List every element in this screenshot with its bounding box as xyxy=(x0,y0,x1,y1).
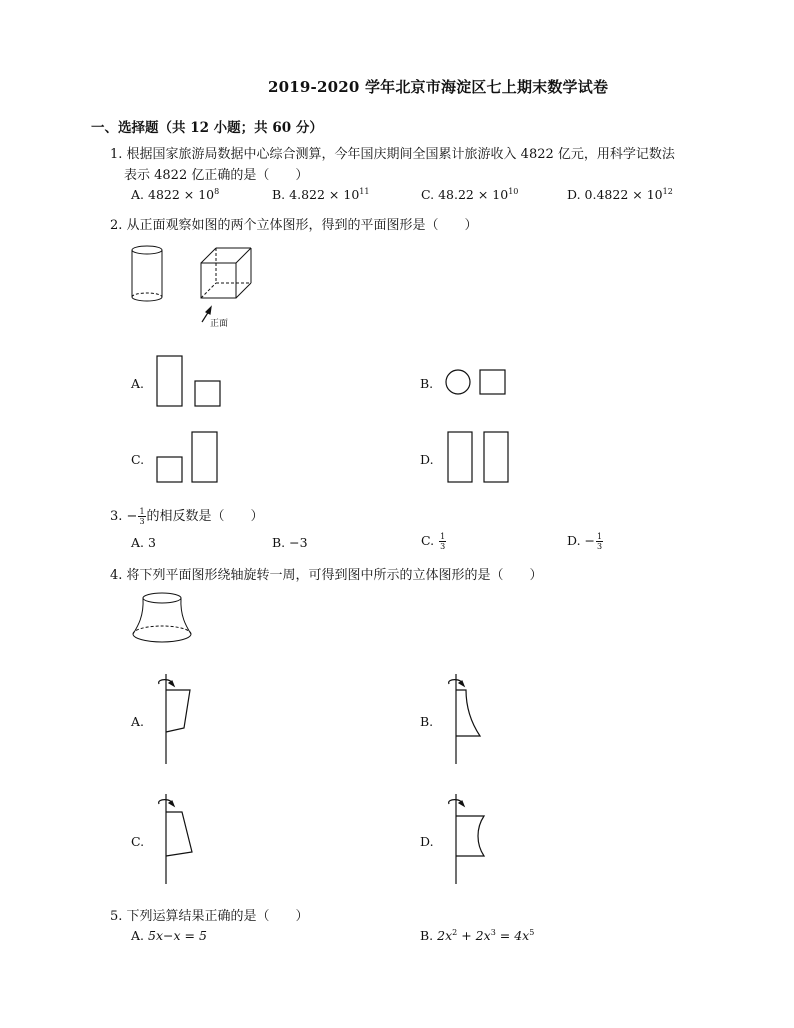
q2-option-d-figure[interactable] xyxy=(440,428,520,488)
q3-option-a[interactable]: A. 3 xyxy=(131,535,156,550)
fraction: $\frac{1}{3}$ xyxy=(440,532,446,551)
q3-option-c[interactable]: C. $\frac{1}{3}$ xyxy=(421,532,446,551)
revolution-solid-figure xyxy=(128,588,198,653)
q4-option-a-label[interactable]: A. xyxy=(131,714,145,729)
q4-option-d-label[interactable]: D. xyxy=(420,834,434,849)
q4-option-d-figure[interactable] xyxy=(442,792,492,887)
rotation-arrow-icon xyxy=(449,674,464,764)
q4-option-b-label[interactable]: B. xyxy=(420,714,434,729)
q3-option-d[interactable]: D. − $\frac{1}{3}$ xyxy=(567,532,603,551)
question-4-text: 4. 将下列平面图形绕轴旋转一周，可得到图中所示的立体图形的是（ ） xyxy=(110,568,543,583)
section-heading: 一、选择题（共 12 小题；共 60 分） xyxy=(91,120,323,136)
q4-option-b-figure[interactable] xyxy=(442,672,492,767)
rotation-arrow-icon xyxy=(159,794,174,884)
q4-option-a-figure[interactable] xyxy=(152,672,202,767)
question-1-line-2: 表示 4822 亿正确的是（ ） xyxy=(124,168,309,183)
q4-option-c-label[interactable]: C. xyxy=(131,834,145,849)
fraction: $\frac{1}{3}$ xyxy=(139,507,145,526)
rotation-arrow-icon xyxy=(159,674,174,764)
fraction: $\frac{1}{3}$ xyxy=(597,532,603,551)
solids-figure xyxy=(128,240,278,335)
cube-shape xyxy=(201,248,251,298)
question-2-text: 2. 从正面观察如图的两个立体图形，得到的平面图形是（ ） xyxy=(110,218,478,233)
q1-option-a[interactable]: A. $4822 \times 10^8$ xyxy=(131,187,220,202)
q2-option-d-label[interactable]: D. xyxy=(420,452,434,467)
q5-option-b[interactable]: B. $2x^2 + 2x^3 = 4x^5$ xyxy=(420,928,535,943)
page-title: 2019-2020 学年北京市海淀区七上期末数学试卷 xyxy=(268,78,609,96)
q2-option-a-figure[interactable] xyxy=(150,352,230,412)
rotation-arrow-icon xyxy=(449,794,464,884)
q3-option-b[interactable]: B. −3 xyxy=(272,535,308,550)
q2-option-b-figure[interactable] xyxy=(440,365,510,400)
q2-option-b-label[interactable]: B. xyxy=(420,376,434,391)
q1-option-d[interactable]: D. $0.4822 \times 10^{12}$ xyxy=(567,187,673,202)
question-5-text: 5. 下列运算结果正确的是（ ） xyxy=(110,909,309,924)
question-1-line-1: 1. 根据国家旅游局数据中心综合测算，今年国庆期间全国累计旅游收入 4822 亿元，用科学记数法 xyxy=(110,147,675,162)
cylinder-shape xyxy=(132,246,162,301)
front-label: 正面 xyxy=(210,319,229,329)
q2-option-c-label[interactable]: C. xyxy=(131,452,145,467)
q2-option-a-label[interactable]: A. xyxy=(131,376,145,391)
q2-option-c-figure[interactable] xyxy=(150,428,230,488)
q5-option-a[interactable]: A. 5x−x = 5 xyxy=(131,928,207,943)
q1-option-c[interactable]: C. $48.22 \times 10^{10}$ xyxy=(421,187,519,202)
q4-option-c-figure[interactable] xyxy=(152,792,202,887)
q1-option-b[interactable]: B. $4.822 \times 10^{11}$ xyxy=(272,187,370,202)
question-3-text: 3. − $\frac{1}{3}$ 的相反数是（ ） xyxy=(110,507,264,526)
